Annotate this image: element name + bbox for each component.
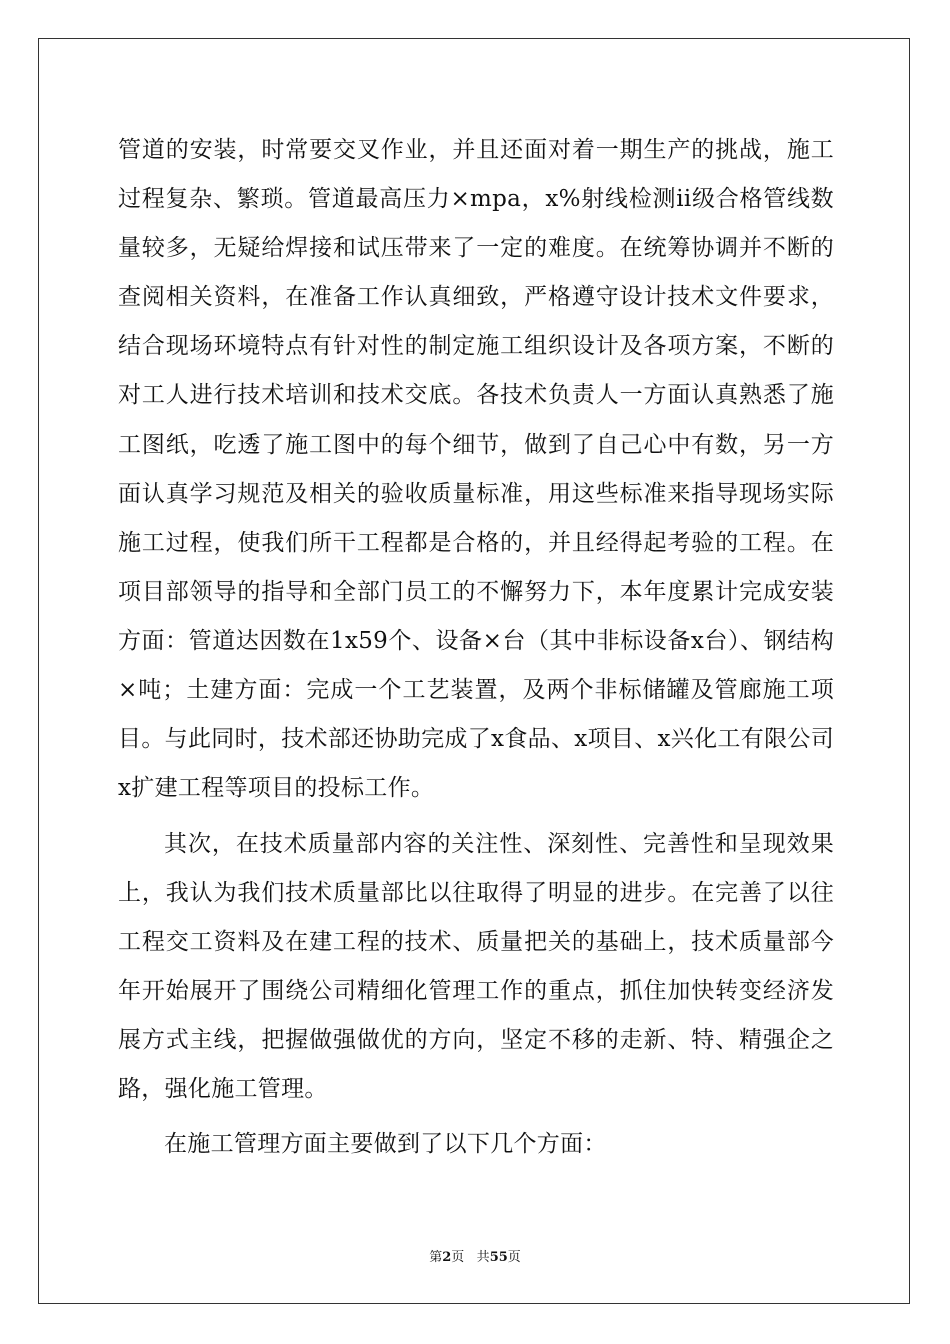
page-footer — [0, 1246, 950, 1265]
page-prefix: 第 — [429, 1250, 443, 1265]
total-pages: 55 — [489, 1250, 508, 1265]
page-suffix: 页 — [451, 1250, 465, 1265]
total-prefix: 共 — [476, 1250, 490, 1265]
total-suffix: 页 — [507, 1250, 521, 1265]
page-number: 2 — [442, 1250, 452, 1265]
paragraph-1: 管道的安装，时常要交叉作业，并且还面对着一期生产的挑战，施工过程复杂、繁琐。管道最高压力×mpa，x%射线检测ii级合格管线数量较多，无疑给焊接和试压带来了一定的难度。在统筹协调并不断的查阅相关资料，在准备工作认真细致，严格遵守设计技术文件要求，结合现场环境特点有针对性的制定施工组织设计及各项方案，不断的对工人进行技术培训和技术交底。各技术负责人一方面认真熟悉了施工图纸，吃透了施工图中的每个细节，做到了自己心中有数，另一方面认真学习规范及相关的验收质量标准，用这些标准来指导现场实际施工过程，使我们所干工程都是合格的，并且经得起考验的工程。在项目部领导的指导和全部门员工的不懈努力下，本年度累计完成安装方面：管道达因数在1x59个、设备×台（其中非标设备x台）、钢结构×吨；土建方面：完成一个工艺装置，及两个非标储罐及管廊施工项目。与此同时，技术部还协助完成了x食品、x项目、x兴化工有限公司x扩建工程等项目的投标工作。 — [118, 137, 834, 802]
paragraph-3: 在施工管理方面主要做到了以下几个方面： — [164, 1131, 607, 1157]
paragraph-2: 其次，在技术质量部内容的关注性、深刻性、完善性和呈现效果上，我认为我们技术质量部比以往取得了明显的进步。在完善了以往工程交工资料及在建工程的技术、质量把关的基础上，技术质量部今年开始展开了围绕公司精细化管理工作的重点，抓住加快转变经济发展方式主线，把握做强做优的方向，坚定不移的走新、特、精强企之路，强化施工管理。 — [118, 831, 834, 1103]
